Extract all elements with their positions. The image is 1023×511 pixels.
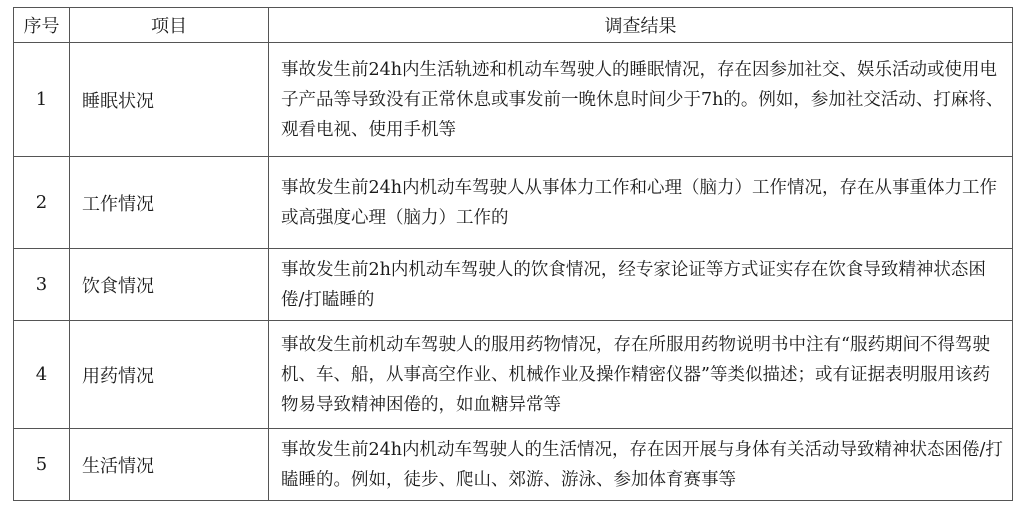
- table-row: [14, 157, 1013, 249]
- header-index: 序号: [14, 8, 70, 43]
- row-item: 生活情况: [70, 429, 269, 501]
- row-index: 1: [14, 43, 70, 157]
- header-result: 调查结果: [269, 8, 1013, 43]
- row-result: 事故发生前24h内机动车驾驶人从事体力工作和心理（脑力）工作情况，存在从事重体力工作或高强度心理（脑力）工作的: [269, 157, 1013, 249]
- table-row: [14, 429, 1013, 501]
- table-header: [14, 8, 1013, 43]
- header-item: 项目: [70, 8, 269, 43]
- row-index: 5: [14, 429, 70, 501]
- investigation-table: [13, 7, 1013, 501]
- row-item: 睡眠状况: [70, 43, 269, 157]
- row-result: 事故发生前机动车驾驶人的服用药物情况，存在所服用药物说明书中注有“服药期间不得驾驶机、车、船，从事高空作业、机械作业及操作精密仪器”等类似描述；或有证据表明服用该药物易导致精神困倦的，如血糖异常等: [269, 321, 1013, 429]
- row-index: 4: [14, 321, 70, 429]
- row-index: 2: [14, 157, 70, 249]
- table-body: [14, 43, 1013, 501]
- row-index: 3: [14, 249, 70, 321]
- row-item: 用药情况: [70, 321, 269, 429]
- row-item: 工作情况: [70, 157, 269, 249]
- row-result: 事故发生前2h内机动车驾驶人的饮食情况，经专家论证等方式证实存在饮食导致精神状态困倦/打瞌睡的: [269, 249, 1013, 321]
- investigation-table-container: [13, 7, 1012, 501]
- row-result: 事故发生前24h内生活轨迹和机动车驾驶人的睡眠情况，存在因参加社交、娱乐活动或使用电子产品等导致没有正常休息或事发前一晚休息时间少于7h的。例如，参加社交活动、打麻将、观看电视、使用手机等: [269, 43, 1013, 157]
- header-row: [14, 8, 1013, 43]
- row-result: 事故发生前24h内机动车驾驶人的生活情况，存在因开展与身体有关活动导致精神状态困倦/打瞌睡的。例如，徒步、爬山、郊游、游泳、参加体育赛事等: [269, 429, 1013, 501]
- table-row: [14, 249, 1013, 321]
- row-item: 饮食情况: [70, 249, 269, 321]
- table-row: [14, 43, 1013, 157]
- table-row: [14, 321, 1013, 429]
